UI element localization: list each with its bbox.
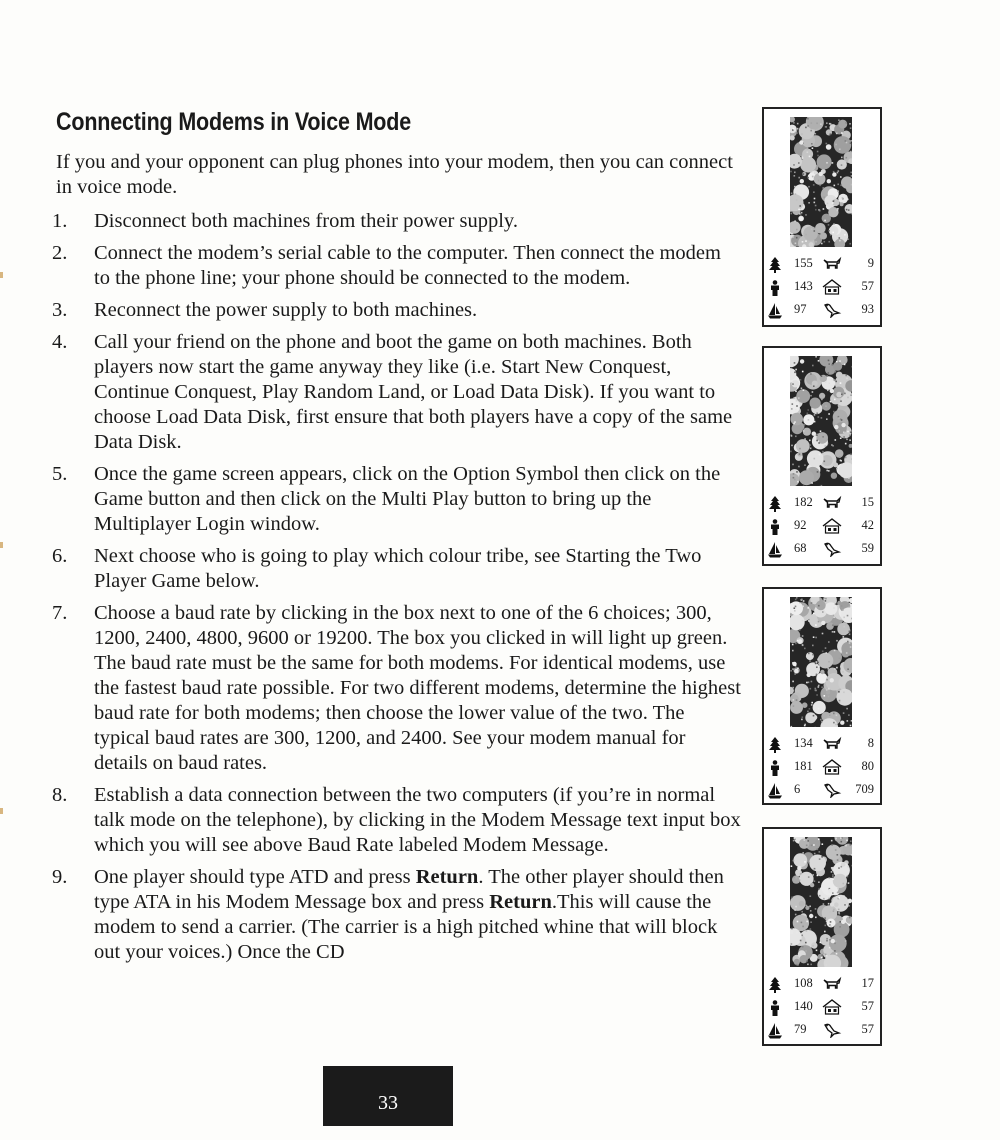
stat-value: 57 — [862, 279, 875, 294]
bird-icon — [822, 782, 842, 798]
stats-table — [768, 256, 876, 325]
step-number: 9. — [52, 865, 82, 890]
person-icon — [768, 519, 782, 535]
map-panel-1 — [762, 107, 882, 327]
stats-row — [768, 495, 876, 518]
cow-icon — [822, 495, 842, 511]
step-text-run: One player should type ATD and press — [94, 866, 416, 888]
stat-value: 709 — [855, 782, 874, 797]
step-text — [94, 330, 742, 455]
stats-row — [768, 518, 876, 541]
step-number: 3. — [52, 298, 82, 323]
step-item — [52, 209, 742, 234]
map-panel-2 — [762, 346, 882, 566]
step-number: 6. — [52, 544, 82, 569]
margin-mark — [0, 542, 3, 548]
stats-row — [768, 279, 876, 302]
step-text-run: Call your friend on the phone and boot the game on both machines. Both players now start the game anyway they like (i.e. Start New Conquest, Continue Conquest, Play Random Land, or Load Data Disk). If you want to choose Load Data Disk, first ensure that both players have a copy of the same Data Disk. — [94, 331, 732, 453]
stat-value: 134 — [794, 736, 813, 751]
stat-value: 143 — [794, 279, 813, 294]
stat-value: 9 — [868, 256, 874, 271]
step-text — [94, 601, 742, 776]
step-item — [52, 544, 742, 594]
terrain-map — [790, 597, 852, 727]
person-icon — [768, 760, 782, 776]
stat-value: 97 — [794, 302, 807, 317]
terrain-map — [790, 837, 852, 967]
stat-value: 57 — [862, 1022, 875, 1037]
step-text-run: Establish a data connection between the two computers (if you’re in normal talk mode on the telephone), by clicking in the Modem Message text input box which you will see above Baud Rate labeled Modem Message. — [94, 784, 741, 856]
tree-icon — [768, 496, 782, 512]
step-number: 4. — [52, 330, 82, 355]
step-text — [94, 865, 742, 965]
person-icon — [768, 280, 782, 296]
boat-icon — [768, 542, 782, 558]
step-number: 5. — [52, 462, 82, 487]
terrain-map — [790, 117, 852, 247]
step-item — [52, 865, 742, 965]
step-text-run: Connect the modem’s serial cable to the computer. Then connect the modem to the phone line; your phone should be connected to the modem. — [94, 242, 721, 289]
stats-row — [768, 999, 876, 1022]
step-text — [94, 783, 742, 858]
step-text-run: Disconnect both machines from their power supply. — [94, 210, 518, 232]
bird-icon — [822, 1022, 842, 1038]
step-item — [52, 241, 742, 291]
section-heading: Connecting Modems in Voice Mode — [56, 108, 411, 137]
tree-icon — [768, 257, 782, 273]
stats-row — [768, 302, 876, 325]
tree-icon — [768, 977, 782, 993]
stat-value: 15 — [862, 495, 875, 510]
tree-icon — [768, 737, 782, 753]
step-item — [52, 601, 742, 776]
step-item — [52, 462, 742, 537]
stats-row — [768, 782, 876, 805]
house-icon — [822, 518, 842, 534]
boat-icon — [768, 783, 782, 799]
margin-mark — [0, 272, 3, 278]
step-text — [94, 209, 742, 234]
stat-value: 181 — [794, 759, 813, 774]
boat-icon — [768, 1023, 782, 1039]
cow-icon — [822, 256, 842, 272]
stat-value: 8 — [868, 736, 874, 751]
cow-icon — [822, 976, 842, 992]
key-name: Return — [416, 866, 479, 888]
step-number: 2. — [52, 241, 82, 266]
terrain-map — [790, 356, 852, 486]
person-icon — [768, 1000, 782, 1016]
bird-icon — [822, 541, 842, 557]
steps-list — [52, 209, 742, 972]
step-item — [52, 330, 742, 455]
step-text-run: Reconnect the power supply to both machines. — [94, 299, 477, 321]
map-panel-4 — [762, 827, 882, 1046]
step-number: 1. — [52, 209, 82, 234]
page-number: 33 — [323, 1066, 453, 1126]
stats-row — [768, 1022, 876, 1045]
step-text — [94, 298, 742, 323]
stat-value: 79 — [794, 1022, 807, 1037]
stats-row — [768, 541, 876, 564]
step-text — [94, 462, 742, 537]
step-item — [52, 783, 742, 858]
stats-table — [768, 495, 876, 564]
stats-row — [768, 976, 876, 999]
step-text — [94, 241, 742, 291]
boat-icon — [768, 303, 782, 319]
stats-row — [768, 736, 876, 759]
stats-table — [768, 736, 876, 805]
stat-value: 42 — [862, 518, 875, 533]
bird-icon — [822, 302, 842, 318]
stats-row — [768, 759, 876, 782]
stat-value: 182 — [794, 495, 813, 510]
step-number: 8. — [52, 783, 82, 808]
map-panel-3 — [762, 587, 882, 805]
key-name: Return — [489, 891, 552, 913]
stat-value: 155 — [794, 256, 813, 271]
stats-table — [768, 976, 876, 1045]
stat-value: 108 — [794, 976, 813, 991]
house-icon — [822, 759, 842, 775]
stat-value: 17 — [862, 976, 875, 991]
step-text-run: Once the game screen appears, click on the Option Symbol then click on the Game button and then click on the Multi Play button to bring up the Multiplayer Login window. — [94, 463, 720, 535]
stat-value: 68 — [794, 541, 807, 556]
stat-value: 93 — [862, 302, 875, 317]
step-text-run: .This will cause the modem to send a carrier. (The carrier is a high pitched whine that will block out your voices.) Once the CD — [94, 891, 717, 963]
stats-row — [768, 256, 876, 279]
step-item — [52, 298, 742, 323]
step-text — [94, 544, 742, 594]
stat-value: 59 — [862, 541, 875, 556]
house-icon — [822, 279, 842, 295]
stat-value: 140 — [794, 999, 813, 1014]
margin-mark — [0, 808, 3, 814]
step-text-run: Next choose who is going to play which colour tribe, see Starting the Two Player Game below. — [94, 545, 701, 592]
house-icon — [822, 999, 842, 1015]
cow-icon — [822, 736, 842, 752]
intro-paragraph: If you and your opponent can plug phones into your modem, then you can connect in voice mode. — [56, 150, 746, 200]
stat-value: 92 — [794, 518, 807, 533]
stat-value: 6 — [794, 782, 800, 797]
step-text-run: . The other player should then type ATA in his Modem Message box and press — [94, 866, 724, 913]
step-text-run: Choose a baud rate by clicking in the box next to one of the 6 choices; 300, 1200, 2400, 4800, 9600 or 19200. The box you clicked in will light up green. The baud rate must be the same for both modems. For identical modems, use the fastest baud rate possible. For two different modems, determine the highest baud rate for both modems; then choose the lower value of the two. The typical baud rates are 300, 1200, and 2400. See your modem manual for details on baud rates. — [94, 602, 741, 774]
stat-value: 57 — [862, 999, 875, 1014]
step-number: 7. — [52, 601, 82, 626]
stat-value: 80 — [862, 759, 875, 774]
